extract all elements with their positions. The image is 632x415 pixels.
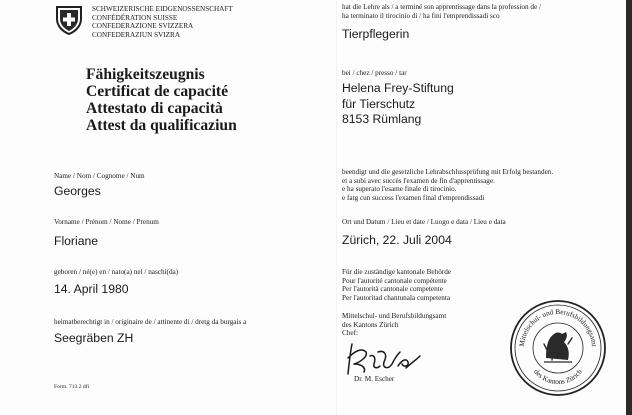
- form-number: Form. 713.2 dfi: [54, 384, 90, 390]
- surname-value: Georges: [54, 184, 101, 198]
- title-rm: Attest da qualificaziun: [86, 117, 237, 134]
- title-fr: Certificat de capacité: [86, 83, 229, 100]
- svg-text:des Kantons Zürich: des Kantons Zürich: [532, 367, 584, 387]
- authority-it: Per l'autorità cantonale competente: [342, 285, 443, 294]
- scan-edge: [626, 0, 632, 415]
- authority-de: Für die zuständige kantonale Behörde: [342, 268, 451, 276]
- official-seal: [508, 298, 608, 398]
- surname-label: Name / Nom / Cognome / Num: [54, 172, 145, 180]
- authority-rm: Per l'autoritad chantunala cumpetenta: [342, 293, 451, 302]
- authority-statement: [342, 268, 451, 302]
- svg-text:Mittelschul- und Berufsbildung: Mittelschul- und Berufsbildungsamt: [517, 307, 598, 348]
- place-date-value: Zürich, 22. Juli 2004: [342, 233, 452, 247]
- office-line-2: des Kantons Zürich: [342, 320, 399, 329]
- office-line-3: Chef:: [342, 329, 358, 338]
- profession-intro-line-2: ha terminato il tirocinio di / ha fini l'emprendissadi sco: [342, 11, 500, 20]
- confederation-header: [92, 5, 233, 39]
- place-date-label: Ort und Datum / Lieu et date / Luogo e data / Lieu e data: [342, 218, 506, 226]
- exam-statement-it: e ha superato l'esame finale di tirocinio.: [342, 185, 457, 194]
- birth-date-label: geboren / né(e) en / nato(a) nel / naschi(da): [54, 268, 179, 276]
- swiss-coat-of-arms-icon: [54, 4, 84, 36]
- signatory-name: Dr. M. Escher: [354, 375, 395, 383]
- certificate-title: [86, 66, 237, 134]
- exam-statement-fr: et a subi avec succès l'examen de fin d'apprentissage.: [342, 176, 495, 185]
- profession-intro-line-1: hat die Lehre als / a terminé son apprentissage dans la profession de /: [342, 3, 541, 11]
- confederation-name-de: SCHWEIZERISCHE EIDGENOSSENSCHAFT: [92, 5, 233, 13]
- hometown-label: heimatberechtigt in / originaire de / attinente di / dretg da burgais a: [54, 318, 247, 326]
- confederation-name-it: CONFEDERAZIONE SVIZZERA: [92, 22, 194, 31]
- employer-address: [342, 81, 454, 128]
- profession-value: Tierpflegerin: [342, 27, 410, 41]
- birth-date-value: 14. April 1980: [54, 282, 129, 296]
- office-name: [342, 312, 446, 338]
- office-line-1: Mittelschul- und Berufsbildungsamt: [342, 312, 447, 320]
- exam-statement-de: beendigt und die gesetzliche Lehrabschlussprüfung mit Erfolg bestanden.: [342, 168, 554, 176]
- authority-fr: Pour l'autorité cantonale compétente: [342, 276, 447, 285]
- confederation-name-rm: CONFEDERAZIUN SVIZRA: [92, 30, 181, 39]
- fold-line: [336, 0, 337, 415]
- hometown-value: Seegräben ZH: [54, 331, 134, 345]
- exam-statement: [342, 168, 553, 202]
- title-it: Attestato di capacità: [86, 100, 223, 117]
- first-name-label: Vorname / Prénom / Nome / Prenum: [54, 218, 159, 226]
- confederation-name-fr: CONFÉDÉRATION SUISSE: [92, 13, 178, 22]
- employer-line-2: für Tierschutz: [342, 96, 416, 111]
- exam-statement-rm: e fatg cun success l'examen final d'emprendissadi: [342, 193, 485, 202]
- employer-line-3: 8153 Rümlang: [342, 112, 422, 126]
- title-de: Fähigkeitszeugnis: [86, 66, 205, 83]
- profession-intro: [342, 3, 541, 20]
- first-name-value: Floriane: [54, 234, 99, 248]
- employer-label: bei / chez / presso / tar: [342, 69, 407, 77]
- employer-line-1: Helena Frey-Stiftung: [342, 81, 454, 95]
- handwritten-signature: [344, 338, 424, 378]
